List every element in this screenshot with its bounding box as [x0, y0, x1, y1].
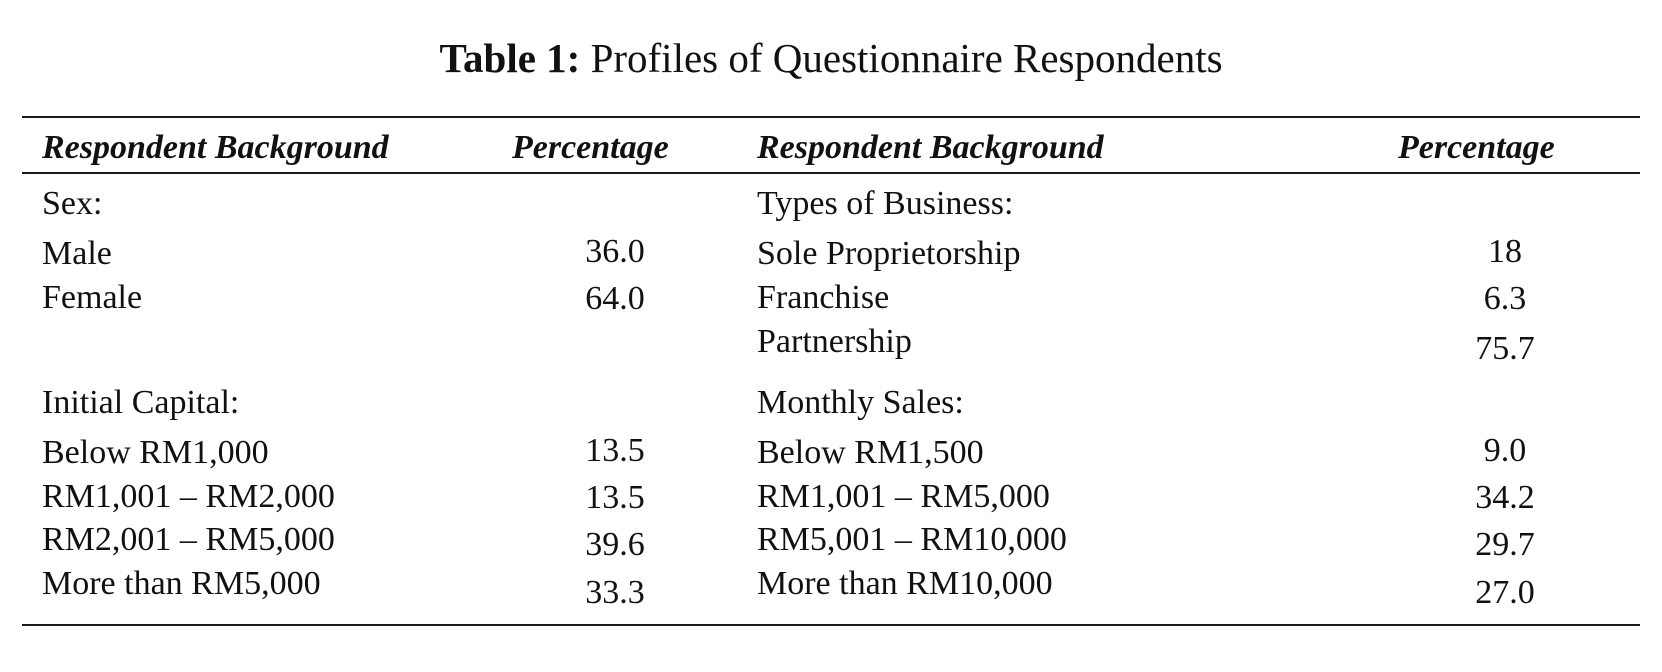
table-title: Profiles of Questionnaire Respondents — [590, 35, 1223, 81]
row-value: 6.3 — [1483, 280, 1527, 317]
row-label: RM2,001 – RM5,000 — [42, 521, 335, 558]
section-heading-types-of-business: Types of Business: — [757, 185, 1014, 222]
row-label: Male — [42, 235, 112, 272]
row-label: Sole Proprietorship — [757, 235, 1021, 272]
row-value: 13.5 — [585, 432, 645, 469]
row-label: Below RM1,000 — [42, 434, 269, 471]
column-header-percentage-right: Percentage — [1398, 129, 1555, 166]
row-value: 39.6 — [585, 526, 645, 563]
row-label: Partnership — [757, 323, 912, 360]
header-rule — [22, 172, 1640, 174]
row-label: More than RM10,000 — [757, 565, 1053, 602]
top-rule — [22, 116, 1640, 118]
bottom-rule — [22, 624, 1640, 626]
row-label: RM5,001 – RM10,000 — [757, 521, 1067, 558]
row-label: Franchise — [757, 279, 890, 316]
row-label: More than RM5,000 — [42, 565, 321, 602]
row-value: 36.0 — [585, 233, 645, 270]
row-value: 18 — [1488, 233, 1522, 270]
row-value: 27.0 — [1475, 574, 1535, 611]
column-header-background-right: Respondent Background — [757, 129, 1104, 166]
row-value: 75.7 — [1475, 330, 1535, 367]
row-value: 9.0 — [1483, 432, 1527, 469]
row-value: 29.7 — [1475, 526, 1535, 563]
section-heading-monthly-sales: Monthly Sales: — [757, 384, 964, 421]
column-header-background-left: Respondent Background — [42, 129, 389, 166]
row-value: 33.3 — [585, 574, 645, 611]
row-value: 64.0 — [585, 280, 645, 317]
row-value: 13.5 — [585, 479, 645, 516]
row-value: 34.2 — [1475, 479, 1535, 516]
row-label: Below RM1,500 — [757, 434, 984, 471]
section-heading-initial-capital: Initial Capital: — [42, 384, 240, 421]
table-caption — [0, 30, 1662, 86]
row-label: Female — [42, 279, 143, 316]
table-number: Table 1: — [439, 35, 581, 81]
column-header-percentage-left: Percentage — [512, 129, 669, 166]
section-heading-sex: Sex: — [42, 185, 103, 222]
row-label: RM1,001 – RM2,000 — [42, 478, 335, 515]
row-label: RM1,001 – RM5,000 — [757, 478, 1050, 515]
